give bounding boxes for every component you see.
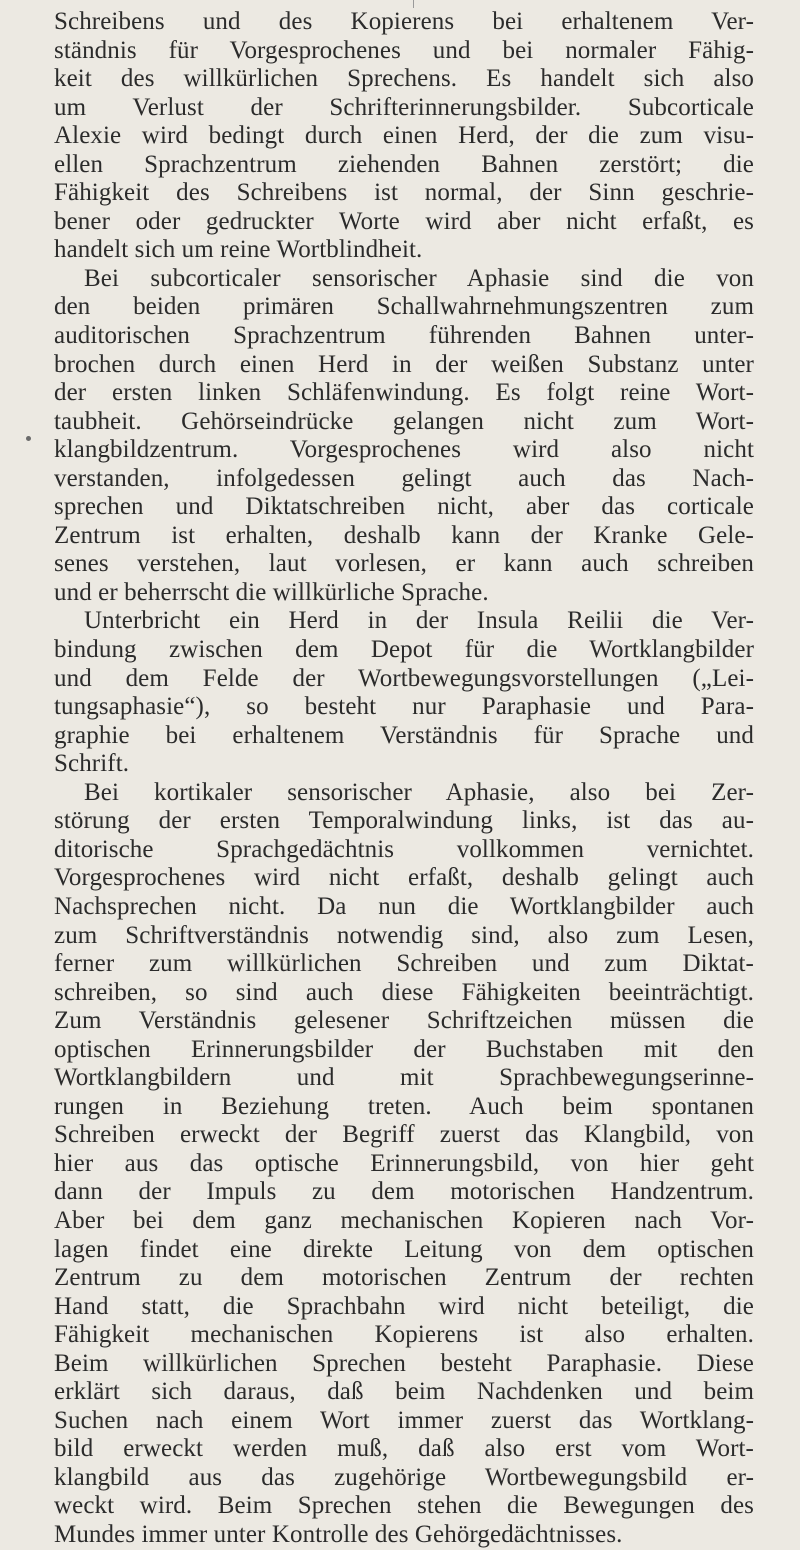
text-line: Aber bei dem ganz mechanischen Kopieren nach Vor- <box>54 1206 754 1234</box>
text-line: klangbildzentrum. Vorgesprochenes wird also nicht <box>54 436 754 464</box>
text-line: bener oder gedruckter Worte wird aber nicht erfaßt, es <box>54 207 754 235</box>
text-line: sprechen und Diktatschreiben nicht, aber das corticale <box>54 493 754 521</box>
text-line: Vorgesprochenes wird nicht erfaßt, deshalb gelingt auch <box>54 864 754 892</box>
text-line: bindung zwischen dem Depot für die Wortklangbilder <box>54 636 754 664</box>
text-line: hier aus das optische Erinnerungsbild, von hier geht <box>54 1149 754 1177</box>
text-line: tungsaphasie“), so besteht nur Paraphasie und Para- <box>54 693 754 721</box>
text-line: und er beherrscht die willkürliche Sprache. <box>54 578 489 606</box>
text-line: störung der ersten Temporalwindung links, ist das au- <box>54 807 754 835</box>
text-line: weckt wird. Beim Sprechen stehen die Bewegungen des <box>54 1492 754 1520</box>
text-line: senes verstehen, laut vorlesen, er kann auch schreiben <box>54 550 754 578</box>
text-line: graphie bei erhaltenem Verständnis für Sprache und <box>54 721 754 749</box>
text-line: ditorische Sprachgedächtnis vollkommen vernichtet. <box>54 835 754 863</box>
text-line: erklärt sich daraus, daß beim Nachdenken und beim <box>54 1378 754 1406</box>
text-line: Hand statt, die Sprachbahn wird nicht beteiligt, die <box>54 1292 754 1320</box>
text-line: und dem Felde der Wortbewegungsvorstellungen („Lei- <box>54 664 754 692</box>
text-line: um Verlust der Schrifterinnerungsbilder. Subcorticale <box>54 93 754 121</box>
text-line: ferner zum willkürlichen Schreiben und zum Diktat- <box>54 950 754 978</box>
text-line: Mundes immer unter Kontrolle des Gehörgedächtnisses. <box>54 1520 623 1548</box>
text-line: dann der Impuls zu dem motorischen Handzentrum. <box>54 1178 754 1206</box>
margin-dot <box>26 436 31 441</box>
text-line: Schrift. <box>54 750 130 778</box>
text-line: Bei kortikaler sensorischer Aphasie, also bei Zer- <box>84 778 754 806</box>
text-line: klangbild aus das zugehörige Wortbewegungsbild er- <box>54 1463 754 1491</box>
text-line: schreiben, so sind auch diese Fähigkeiten beeinträchtigt. <box>54 978 754 1006</box>
text-line: taubheit. Gehörseindrücke gelangen nicht zum Wort- <box>54 407 754 435</box>
text-line: zum Schriftverständnis notwendig sind, also zum Lesen, <box>54 921 754 949</box>
body-text <box>54 8 754 1550</box>
text-line: Suchen nach einem Wort immer zuerst das Wortklang- <box>54 1406 754 1434</box>
text-line: Fähigkeit mechanischen Kopierens ist also erhalten. <box>54 1321 754 1349</box>
text-line: rungen in Beziehung treten. Auch beim spontanen <box>54 1092 754 1120</box>
text-line: auditorischen Sprachzentrum führenden Bahnen unter- <box>54 322 754 350</box>
text-line: Schreiben erweckt der Begriff zuerst das Klangbild, von <box>54 1121 754 1149</box>
text-line: Unterbricht ein Herd in der Insula Reilii die Ver- <box>84 607 754 635</box>
text-line: handelt sich um reine Wortblindheit. <box>54 236 423 264</box>
text-line: Wortklangbildern und mit Sprachbewegungserinne- <box>54 1064 754 1092</box>
text-line: bild erweckt werden muß, daß also erst vom Wort- <box>54 1435 754 1463</box>
text-line: Zum Verständnis gelesener Schriftzeichen müssen die <box>54 1007 754 1035</box>
text-line: Zentrum zu dem motorischen Zentrum der rechten <box>54 1264 754 1292</box>
text-line: Fähigkeit des Schreibens ist normal, der Sinn geschrie- <box>54 179 754 207</box>
text-line: ellen Sprachzentrum ziehenden Bahnen zerstört; die <box>54 150 754 178</box>
text-line: Schreibens und des Kopierens bei erhaltenem Ver- <box>54 8 754 35</box>
text-line: lagen findet eine direkte Leitung von dem optischen <box>54 1235 754 1263</box>
text-line: brochen durch einen Herd in der weißen Substanz unter <box>54 350 754 378</box>
text-line: der ersten linken Schläfenwindung. Es folgt reine Wort- <box>54 379 754 407</box>
text-line: Alexie wird bedingt durch einen Herd, der die zum visu- <box>54 122 754 150</box>
text-line: keit des willkürlichen Sprechens. Es handelt sich also <box>54 65 754 93</box>
top-edge-mark <box>413 0 414 8</box>
text-line: Nachsprechen nicht. Da nun die Wortklangbilder auch <box>54 892 754 920</box>
text-line: ständnis für Vorgesprochenes und bei normaler Fähig- <box>54 36 754 64</box>
text-line: Bei subcorticaler sensorischer Aphasie sind die von <box>84 264 754 292</box>
text-line: den beiden primären Schallwahrnehmungszentren zum <box>54 293 754 321</box>
text-line: Beim willkürlichen Sprechen besteht Paraphasie. Diese <box>54 1349 754 1377</box>
text-line: optischen Erinnerungsbilder der Buchstaben mit den <box>54 1035 754 1063</box>
text-line: verstanden, infolgedessen gelingt auch das Nach- <box>54 464 754 492</box>
text-line: Zentrum ist erhalten, deshalb kann der Kranke Gele- <box>54 521 754 549</box>
